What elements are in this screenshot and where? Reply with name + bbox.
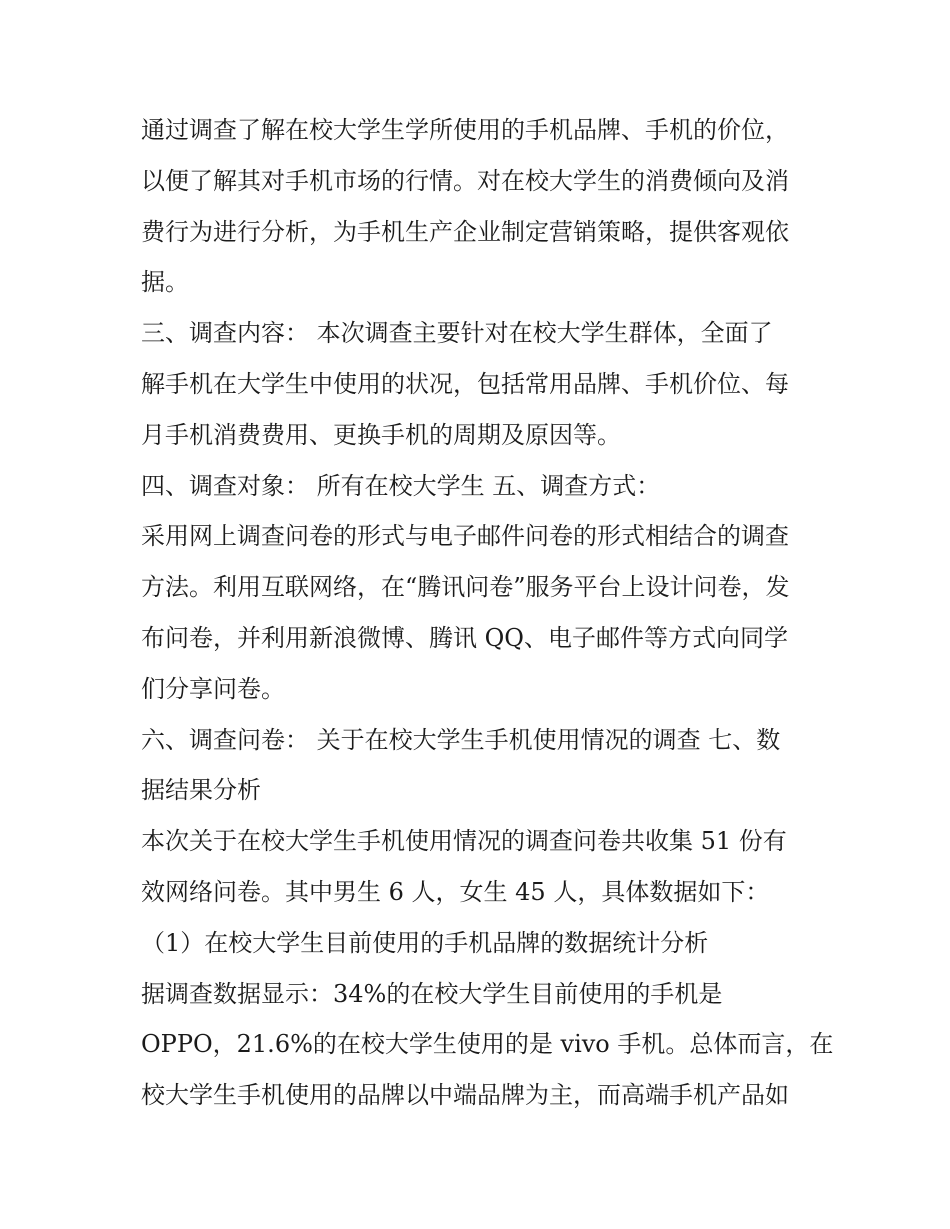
text-line: 通过调查了解在校大学生学所使用的手机品牌、手机的价位， (141, 116, 789, 144)
body-text (141, 105, 834, 1121)
text-line: 以便了解其对手机市场的行情。对在校大学生的消费倾向及消 (141, 166, 789, 195)
section-heading-questionnaire: 六、调查问卷： 关于在校大学生手机使用情况的调查 七、数 (141, 725, 781, 754)
text-line: 本次关于在校大学生手机使用情况的调查问卷共收集 51 份有 (141, 827, 787, 856)
text-line: 月手机消费费用、更换手机的周期及原因等。 (141, 420, 621, 449)
text-line: 据结果分析 (141, 776, 261, 805)
text-line: 采用网上调查问卷的形式与电子邮件问卷的形式相结合的调查 (141, 522, 789, 551)
text-line: 据。 (141, 268, 189, 297)
text-line: 们分享问卷。 (141, 674, 285, 703)
text-line: 效网络问卷。其中男生 6 人，女生 45 人，具体数据如下： (141, 877, 770, 906)
text-line: 解手机在大学生中使用的状况，包括常用品牌、手机价位、每 (141, 369, 789, 398)
text-line: 校大学生手机使用的品牌以中端品牌为主，而高端手机产品如 (141, 1081, 789, 1110)
text-line: 布问卷，并利用新浪微博、腾讯 QQ、电子邮件等方式向同学 (141, 623, 788, 652)
section-heading-target: 四、调查对象： 所有在校大学生 五、调查方式： (141, 471, 661, 500)
text-line: OPPO，21.6%的在校大学生使用的是 vivo 手机。总体而言，在 (141, 1030, 834, 1059)
section-heading-content: 三、调查内容： 本次调查主要针对在校大学生群体，全面了 (141, 319, 773, 348)
text-line: 费行为进行分析，为手机生产企业制定营销策略，提供客观依 (141, 217, 789, 246)
subsection-heading: （1）在校大学生目前使用的手机品牌的数据统计分析 (141, 928, 709, 957)
text-line: 据调查数据显示：34%的在校大学生目前使用的手机是 (141, 979, 723, 1008)
text-line: 方法。利用互联网络，在“腾讯问卷”服务平台上设计问卷，发 (141, 573, 790, 602)
